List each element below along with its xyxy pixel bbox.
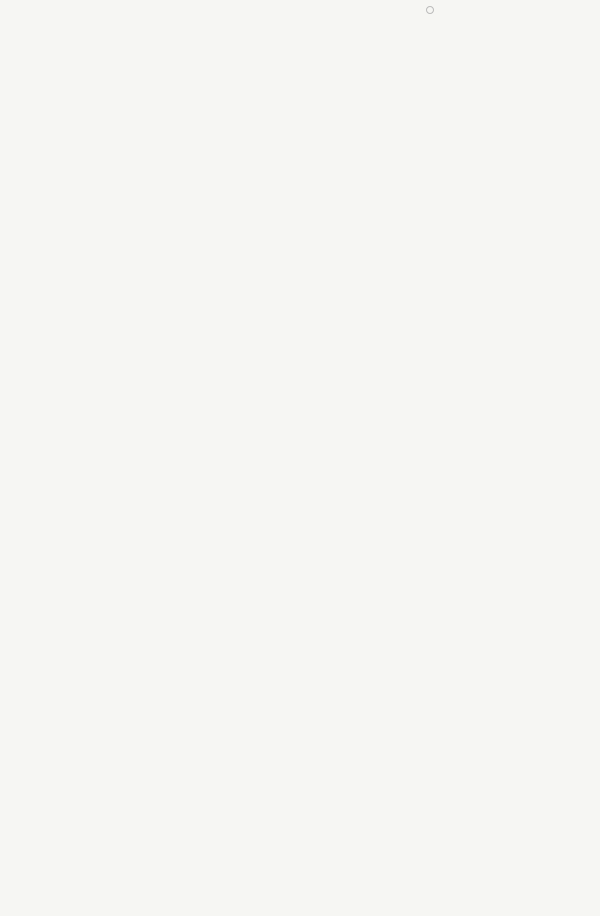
section-heading — [0, 188, 600, 190]
page-mark — [426, 6, 434, 14]
